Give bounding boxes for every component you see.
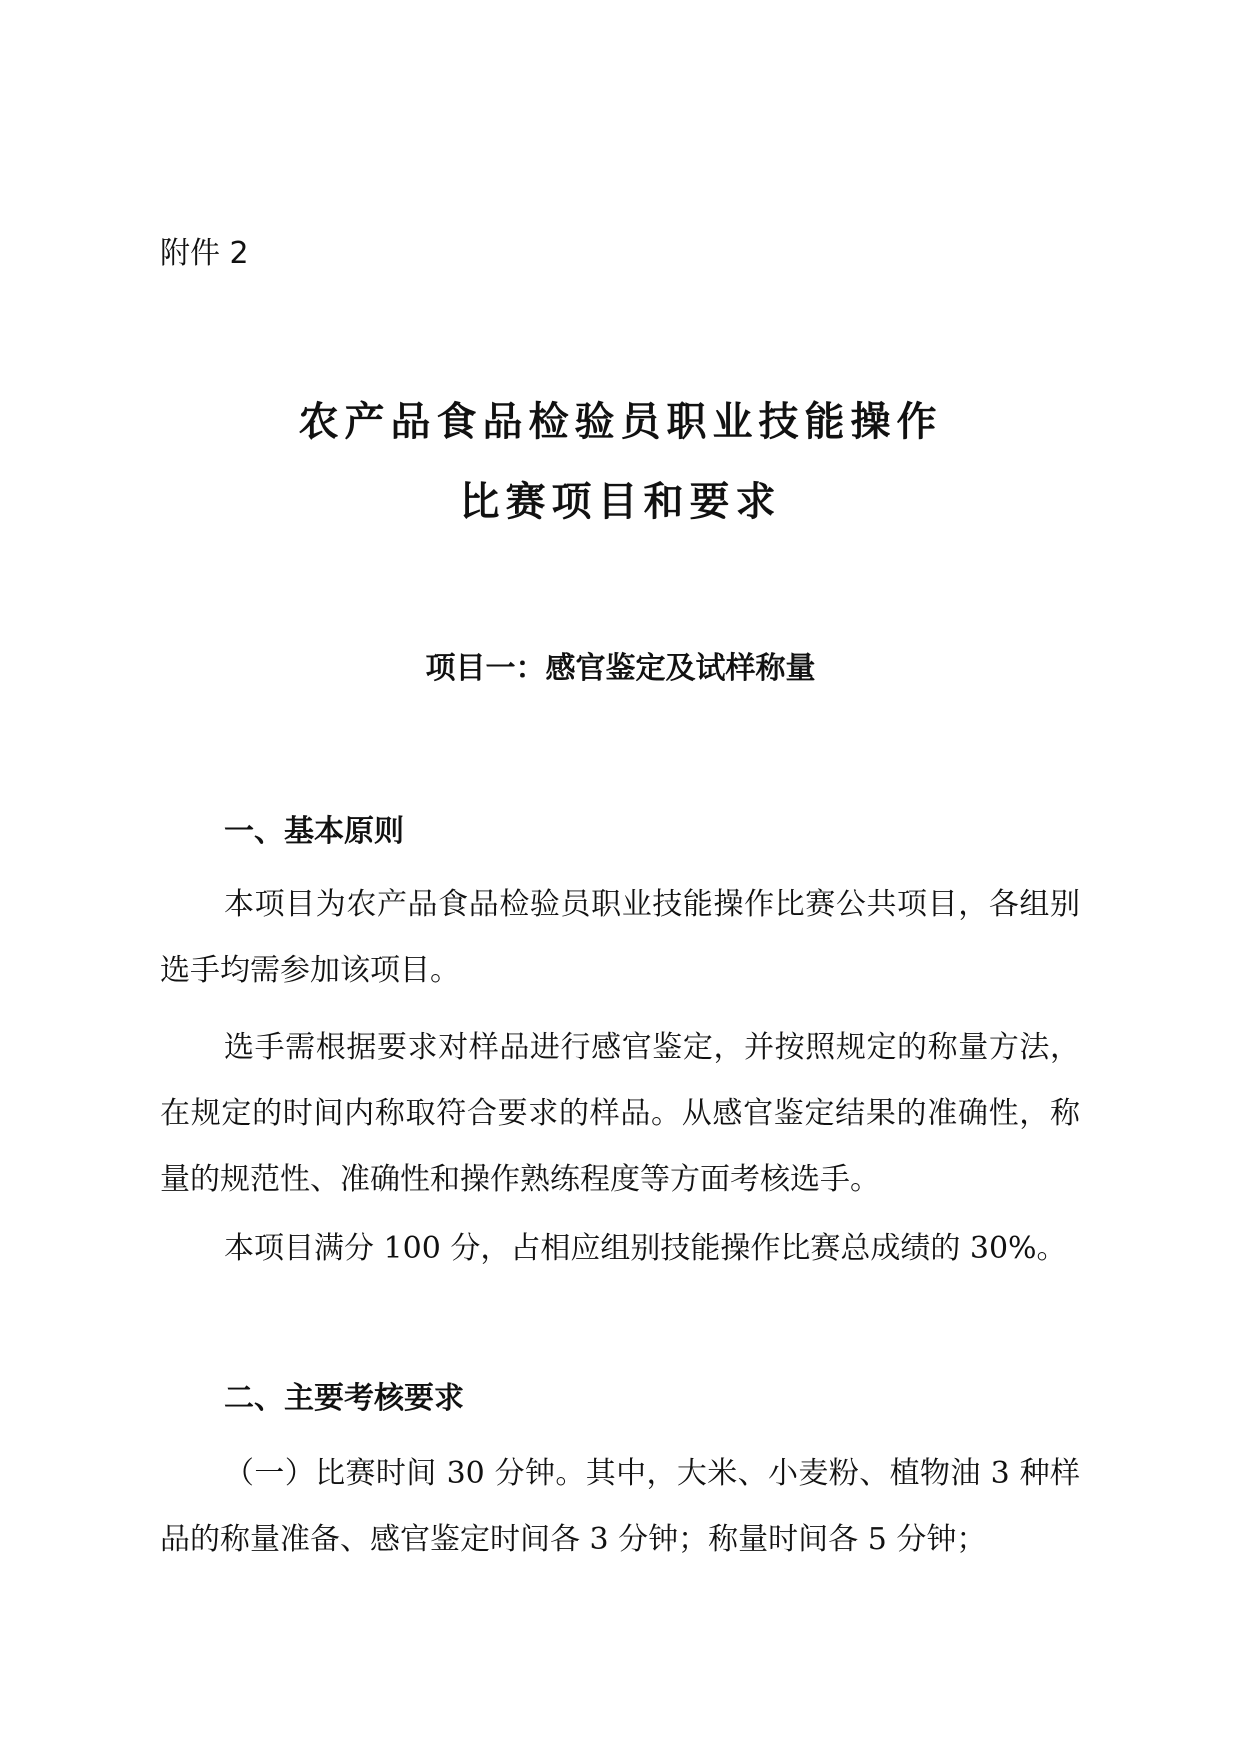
paragraph: （一）比赛时间 30 分钟。其中，大米、小麦粉、植物油 3 种样品的称量准备、感官鉴定时间各 3 分钟；称量时间各 5 分钟； <box>160 1456 1080 1557</box>
section-heading-basic-principles: 一、基本原则 <box>224 814 404 849</box>
paragraph: 本项目满分 100 分，占相应组别技能操作比赛总成绩的 30%。 <box>224 1231 1067 1266</box>
document-title-line2: 比赛项目和要求 <box>459 478 782 525</box>
section-heading-main-requirements: 二、主要考核要求 <box>224 1381 464 1416</box>
project-subtitle: 项目一：感官鉴定及试样称量 <box>425 651 816 686</box>
attachment-label: 附件 2 <box>160 236 249 271</box>
paragraph: 选手需根据要求对样品进行感官鉴定，并按照规定的称量方法，在规定的时间内称取符合要求的样品。从感官鉴定结果的准确性，称量的规范性、准确性和操作熟练程度等方面考核选手。 <box>160 1030 1080 1197</box>
paragraph: 本项目为农产品食品检验员职业技能操作比赛公共项目，各组别选手均需参加该项目。 <box>160 887 1080 988</box>
document-title-line1: 农产品食品检验员职业技能操作 <box>298 398 943 445</box>
